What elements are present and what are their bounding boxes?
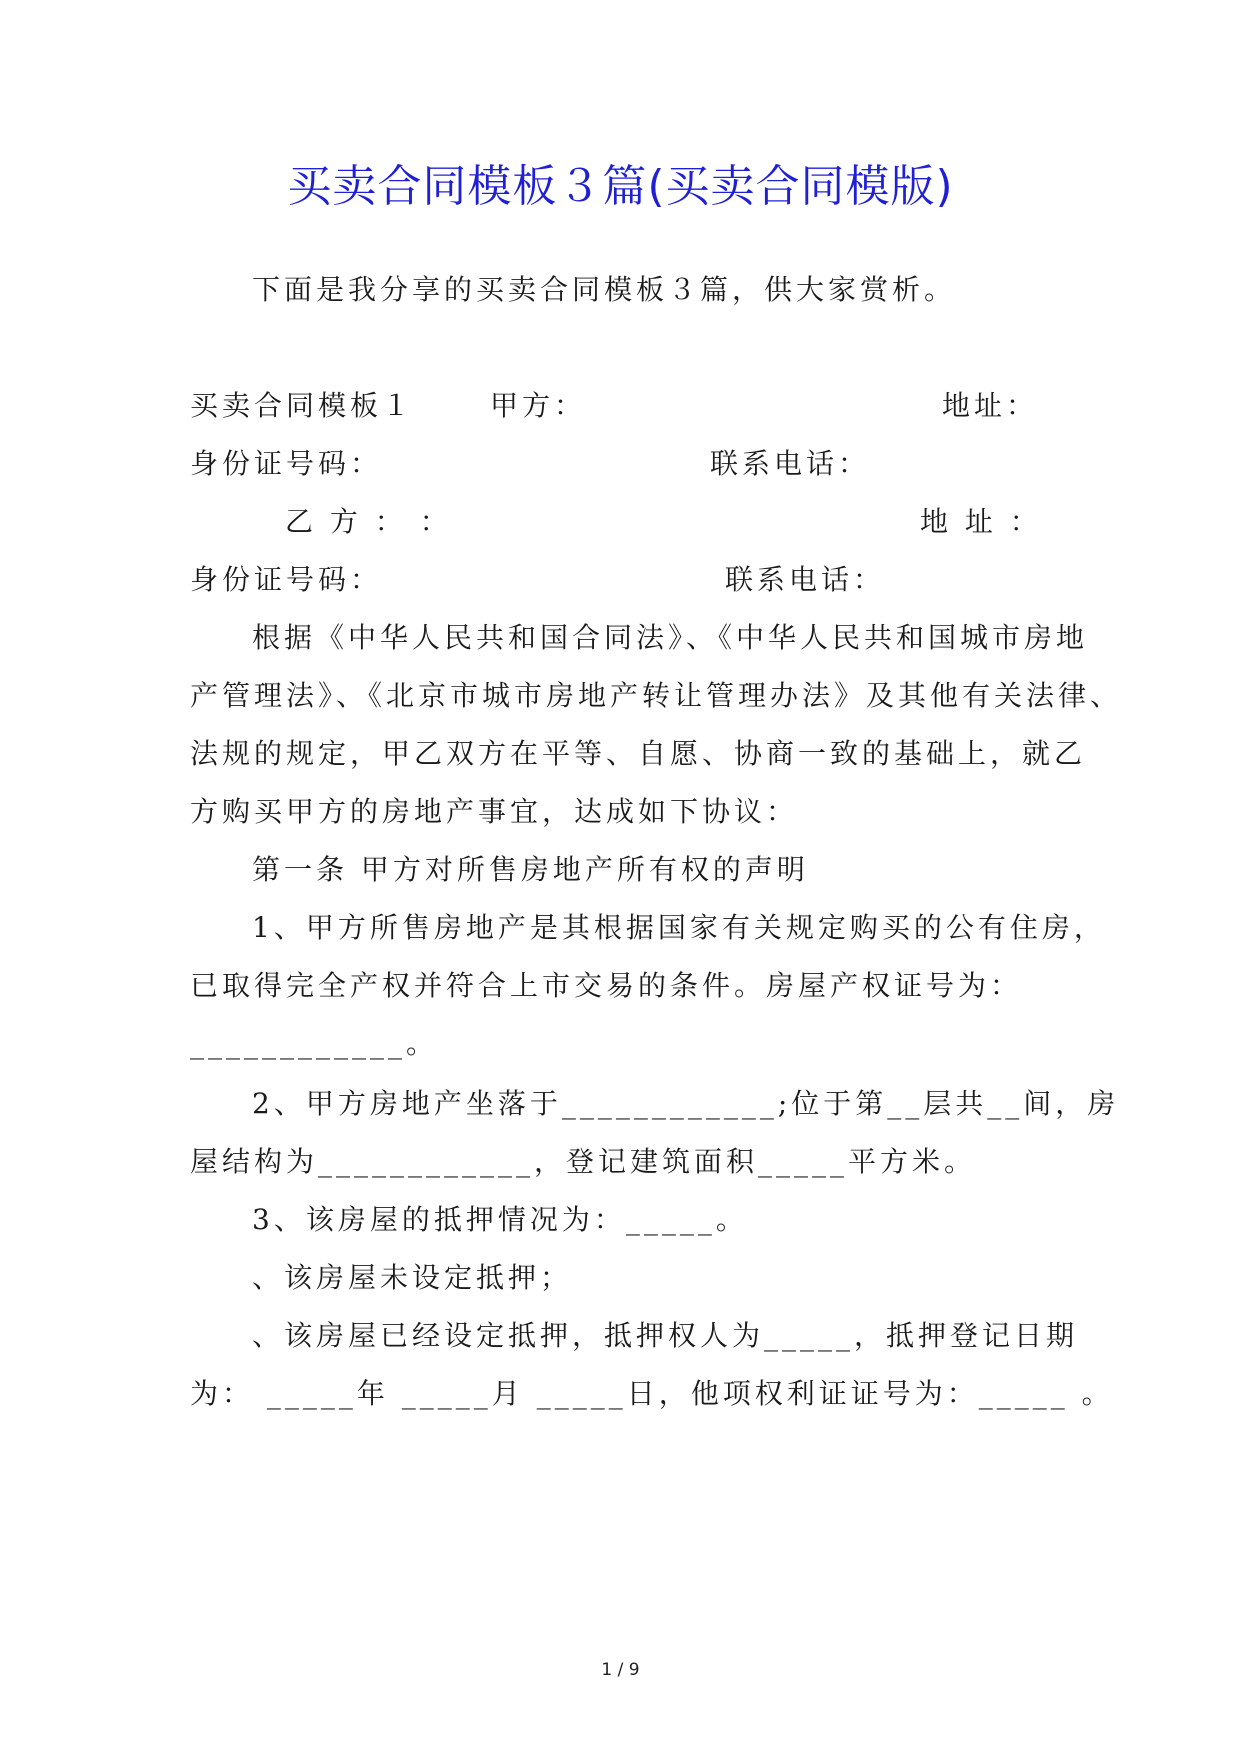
address-b-label: 地 址 ： bbox=[920, 505, 1042, 538]
body-line: 方购买甲方的房地产事宜，达成如下协议： bbox=[190, 795, 799, 828]
document-title: 买卖合同模板３篇(买卖合同模版) bbox=[287, 161, 954, 212]
body-line: 已取得完全产权并符合上市交易的条件。房屋产权证号为： bbox=[190, 969, 1023, 1002]
template-label: 买卖合同模板１ bbox=[190, 389, 415, 422]
party-a-label: 甲方： bbox=[490, 389, 587, 422]
blank-line: ____________。 bbox=[190, 1027, 439, 1060]
body-line: 、该房屋已经设定抵押，抵押权人为_____，抵押登记日期 bbox=[252, 1319, 1079, 1352]
body-line: 产管理法》、《北京市城市房地产转让管理办法》及其他有关法律、 bbox=[190, 679, 1123, 712]
phone-b-label: 联系电话： bbox=[725, 563, 886, 596]
page-number: 1 / 9 bbox=[601, 1660, 640, 1680]
phone-a-label: 联系电话： bbox=[710, 447, 871, 480]
body-line: 2、甲方房地产坐落于____________;位于第__层共__间，房 bbox=[252, 1087, 1120, 1120]
body-line: 根据《中华人民共和国合同法》、《中华人民共和国城市房地 bbox=[252, 621, 1089, 654]
body-line: 1、甲方所售房地产是其根据国家有关规定购买的公有住房， bbox=[252, 911, 1106, 944]
address-a-label: 地址： bbox=[942, 389, 1039, 422]
id-a-label: 身份证号码： bbox=[190, 447, 383, 480]
body-line: 为： _____年 _____月 _____日，他项权利证证号为：_____ 。 bbox=[190, 1377, 1114, 1410]
intro-paragraph: 下面是我分享的买卖合同模板３篇，供大家赏析。 bbox=[252, 273, 957, 306]
id-b-label: 身份证号码： bbox=[190, 563, 383, 596]
body-line: 3、该房屋的抵押情况为：_____。 bbox=[252, 1203, 748, 1236]
party-b-label: 乙 方 ： ： bbox=[285, 505, 452, 538]
article-heading: 第一条 甲方对所售房地产所有权的声明 bbox=[252, 853, 809, 886]
body-line: 法规的规定，甲乙双方在平等、自愿、协商一致的基础上，就乙 bbox=[190, 737, 1087, 770]
body-line: 、该房屋未设定抵押； bbox=[252, 1261, 573, 1294]
body-line: 屋结构为____________，登记建筑面积_____平方米。 bbox=[190, 1145, 977, 1178]
